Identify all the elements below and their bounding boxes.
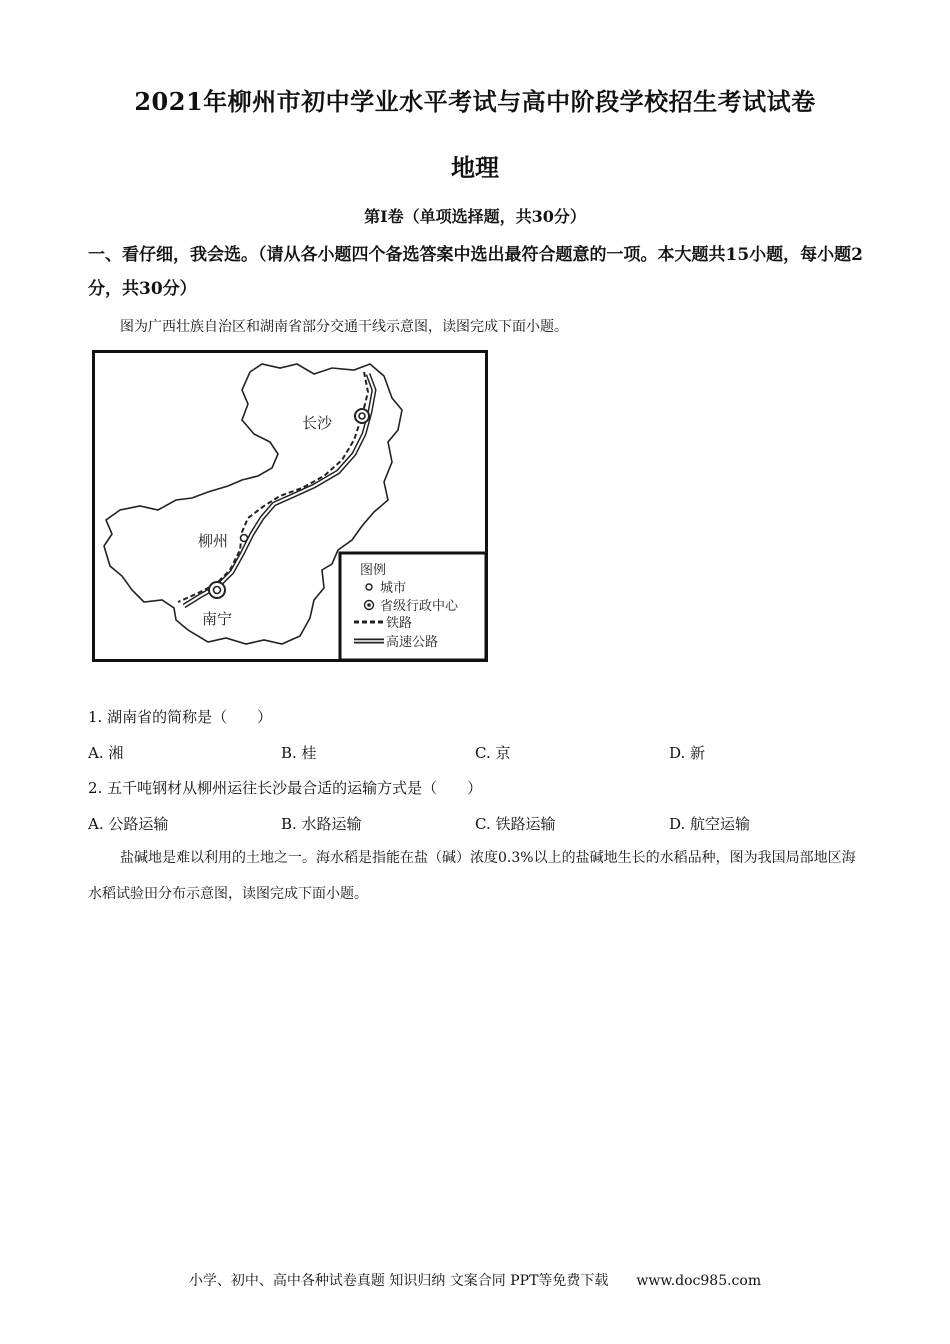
legend-capital: 省级行政中心: [380, 599, 459, 614]
question-2-stem: 2. 五千吨钢材从柳州运往长沙最合适的运输方式是（ ）: [88, 779, 483, 797]
question-2-option-c[interactable]: C. 铁路运输: [475, 815, 556, 833]
legend-city: 城市: [380, 581, 407, 596]
question-2-option-b[interactable]: B. 水路运输: [281, 815, 362, 833]
transport-map-svg: [92, 350, 488, 662]
legend-railway: 铁路: [386, 616, 413, 631]
changsha-marker: [355, 409, 369, 423]
legend-city-icon: [366, 584, 372, 590]
legend-highway: 高速公路: [386, 635, 439, 650]
transport-map: [92, 350, 488, 662]
question-2-option-a[interactable]: A. 公路运输: [88, 815, 169, 833]
legend-title: 图例: [360, 563, 387, 578]
page-footer: 小学、初中、高中各种试卷真题 知识归纳 文案合同 PPT等免费下载 www.doc985.com: [188, 1273, 762, 1289]
map-intro-text: 图为广西壮族自治区和湖南省部分交通干线示意图，读图完成下面小题。: [120, 319, 568, 335]
changsha-label: 长沙: [302, 414, 333, 432]
part-heading: 一、看仔细，我会选。（请从各小题四个备选答案中选出最符合题意的一项。本大题共15小题，每小题2分，共30分）: [88, 245, 863, 299]
liuzhou-label: 柳州: [198, 532, 229, 550]
subject-title: 地理: [451, 153, 499, 182]
nanning-label: 南宁: [202, 610, 233, 628]
question-1-option-c[interactable]: C. 京: [475, 744, 511, 762]
question-1-stem: 1. 湖南省的简称是（ ）: [88, 708, 273, 726]
nanning-marker: [209, 582, 225, 598]
question-1-option-b[interactable]: B. 桂: [281, 744, 317, 762]
exam-title: 2021年柳州市初中学业水平考试与高中阶段学校招生考试试卷: [134, 87, 816, 116]
question-1-option-a[interactable]: A. 湘: [88, 744, 124, 762]
liuzhou-marker: [241, 535, 248, 542]
question-1-option-d[interactable]: D. 新: [669, 744, 706, 762]
sea-rice-intro-text: 盐碱地是难以利用的土地之一。海水稻是指能在盐（碱）浓度0.3%以上的盐碱地生长的水稻品种，图为我国局部地区海水稻试验田分布示意图，读图完成下面小题。: [88, 850, 856, 902]
section-heading: 第Ⅰ卷（单项选择题，共30分）: [364, 207, 586, 226]
question-2-option-d[interactable]: D. 航空运输: [669, 815, 751, 833]
